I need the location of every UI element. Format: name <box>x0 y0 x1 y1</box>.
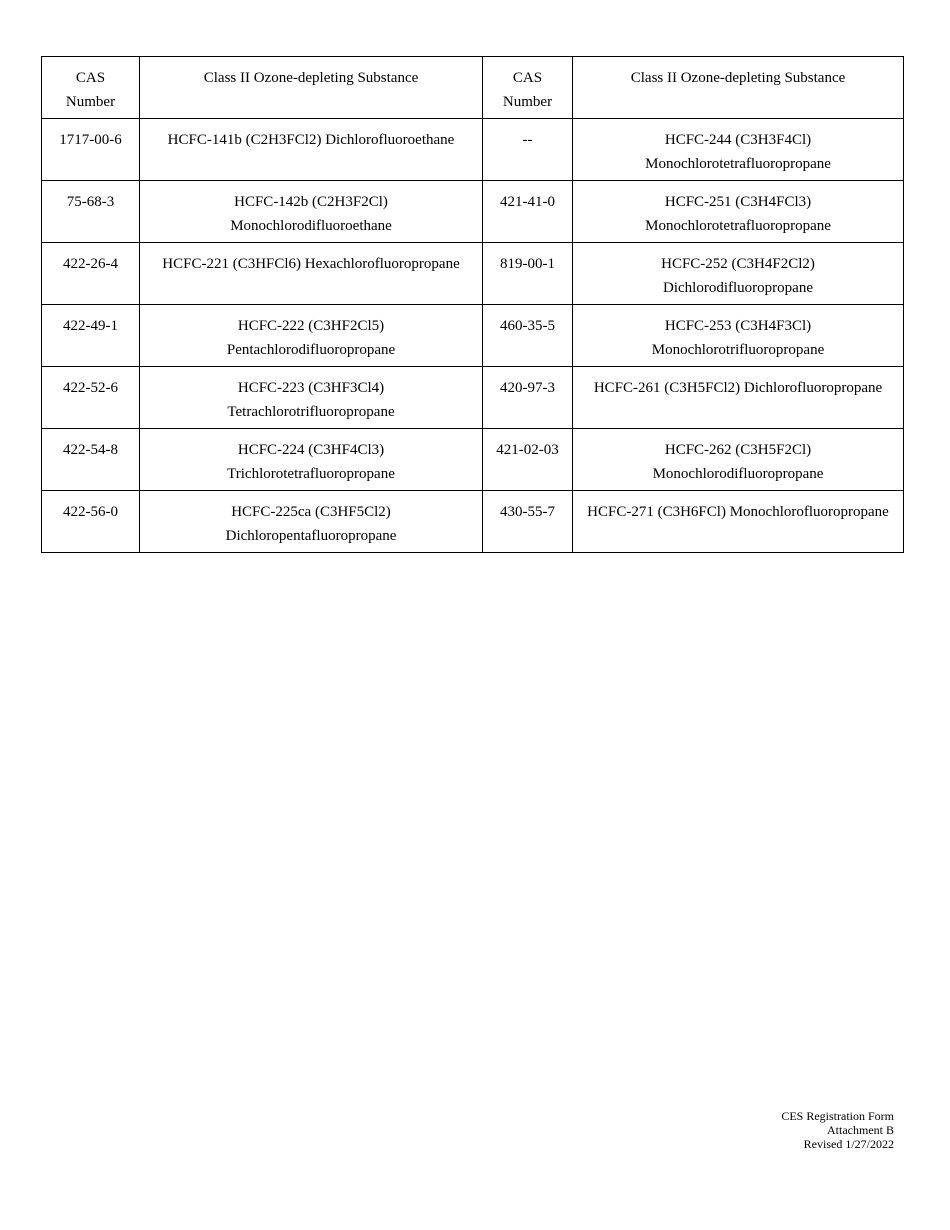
table-row <box>42 367 904 429</box>
cas-number-text: 422-56-0 <box>63 504 118 520</box>
cas-number-cell <box>483 367 573 429</box>
header-text: Number <box>65 94 116 110</box>
table-row <box>42 181 904 243</box>
cas-number-cell <box>42 243 140 305</box>
substance-text-line: HCFC-142b (C2H3F2Cl) <box>234 194 388 210</box>
substance-text-line: HCFC-271 (C3H6FCl) Monochlorofluoropropane <box>587 504 889 520</box>
cas-number-text: 422-54-8 <box>63 442 118 458</box>
cas-number-text: 420-97-3 <box>500 380 555 396</box>
substance-text-line: Monochlorotrifluoropropane <box>651 342 825 358</box>
header-text: Class II Ozone-depleting Substance <box>203 70 419 86</box>
cas-number-text: 460-35-5 <box>500 318 555 334</box>
header-cas-number <box>483 57 573 119</box>
cas-number-text: 422-52-6 <box>63 380 118 396</box>
substance-text-line: Monochlorotetrafluoropropane <box>645 156 831 172</box>
substance-cell <box>573 305 904 367</box>
substance-text-line: HCFC-222 (C3HF2Cl5) <box>237 318 385 334</box>
table-row <box>42 243 904 305</box>
table-row <box>42 119 904 181</box>
substance-text-line: Pentachlorodifluoropropane <box>226 342 396 358</box>
substance-cell <box>573 119 904 181</box>
cas-number-cell <box>42 491 140 553</box>
substance-text-line: HCFC-225ca (C3HF5Cl2) <box>231 504 391 520</box>
header-text: Class II Ozone-depleting Substance <box>630 70 846 86</box>
cas-number-cell <box>483 491 573 553</box>
substance-text-line: HCFC-262 (C3H5F2Cl) <box>664 442 812 458</box>
header-substance <box>573 57 904 119</box>
substance-text-line: HCFC-223 (C3HF3Cl4) <box>237 380 385 396</box>
substance-cell <box>140 491 483 553</box>
cas-number-text: 421-41-0 <box>500 194 555 210</box>
cas-number-text: 421-02-03 <box>496 442 559 458</box>
page-footer <box>781 1109 894 1151</box>
footer-revision-date: Revised 1/27/2022 <box>803 1137 894 1151</box>
table-row <box>42 305 904 367</box>
substance-cell <box>573 181 904 243</box>
ozone-depleting-substances-table <box>41 56 904 553</box>
substance-text-line: Dichloropentafluoropropane <box>225 528 397 544</box>
cas-number-cell <box>483 181 573 243</box>
cas-number-cell <box>42 181 140 243</box>
substance-cell <box>140 305 483 367</box>
cas-number-cell <box>483 429 573 491</box>
substance-text-line: HCFC-244 (C3H3F4Cl) <box>664 132 812 148</box>
table-header-row <box>42 57 904 119</box>
header-cas-number <box>42 57 140 119</box>
substance-cell <box>573 243 904 305</box>
header-text: CAS <box>512 70 543 86</box>
cas-number-cell <box>483 119 573 181</box>
table-row <box>42 491 904 553</box>
footer-attachment: Attachment B <box>827 1123 894 1137</box>
cas-number-cell <box>483 243 573 305</box>
header-substance <box>140 57 483 119</box>
cas-number-text: 75-68-3 <box>66 194 115 210</box>
cas-number-text: 422-26-4 <box>63 256 118 272</box>
table-row <box>42 429 904 491</box>
substance-text-line: Dichlorodifluoropropane <box>663 280 813 296</box>
cas-number-text: 422-49-1 <box>63 318 118 334</box>
cas-number-cell <box>42 429 140 491</box>
cas-number-cell <box>483 305 573 367</box>
cas-number-text: 1717-00-6 <box>59 132 122 148</box>
substance-cell <box>573 491 904 553</box>
substance-text-line: Monochlorodifluoroethane <box>230 218 392 234</box>
footer-form-name: CES Registration Form <box>781 1109 894 1123</box>
substance-text-line: HCFC-141b (C2H3FCl2) Dichlorofluoroethane <box>167 132 455 148</box>
substance-cell <box>573 367 904 429</box>
substance-text-line: Monochlorodifluoropropane <box>652 466 824 482</box>
table-body <box>42 119 904 553</box>
substance-cell <box>140 119 483 181</box>
cas-number-cell <box>42 305 140 367</box>
cas-number-text: -- <box>522 132 533 148</box>
substance-cell <box>140 367 483 429</box>
header-text: Number <box>502 94 553 110</box>
substance-text-line: HCFC-221 (C3HFCl6) Hexachlorofluoropropane <box>162 256 460 272</box>
cas-number-text: 819-00-1 <box>500 256 555 272</box>
substance-text-line: Trichlorotetrafluoropropane <box>227 466 395 482</box>
substance-text-line: HCFC-253 (C3H4F3Cl) <box>664 318 812 334</box>
substance-cell <box>140 429 483 491</box>
substance-text-line: HCFC-224 (C3HF4Cl3) <box>237 442 385 458</box>
cas-number-cell <box>42 367 140 429</box>
substance-cell <box>140 243 483 305</box>
substance-cell <box>573 429 904 491</box>
header-text: CAS <box>75 70 106 86</box>
cas-number-text: 430-55-7 <box>500 504 555 520</box>
substance-text-line: HCFC-252 (C3H4F2Cl2) <box>661 256 815 272</box>
substance-text-line: Monochlorotetrafluoropropane <box>645 218 831 234</box>
substance-text-line: HCFC-261 (C3H5FCl2) Dichlorofluoropropane <box>593 380 883 396</box>
cas-number-cell <box>42 119 140 181</box>
substance-text-line: HCFC-251 (C3H4FCl3) <box>664 194 812 210</box>
substance-cell <box>140 181 483 243</box>
substance-text-line: Tetrachlorotrifluoropropane <box>227 404 395 420</box>
